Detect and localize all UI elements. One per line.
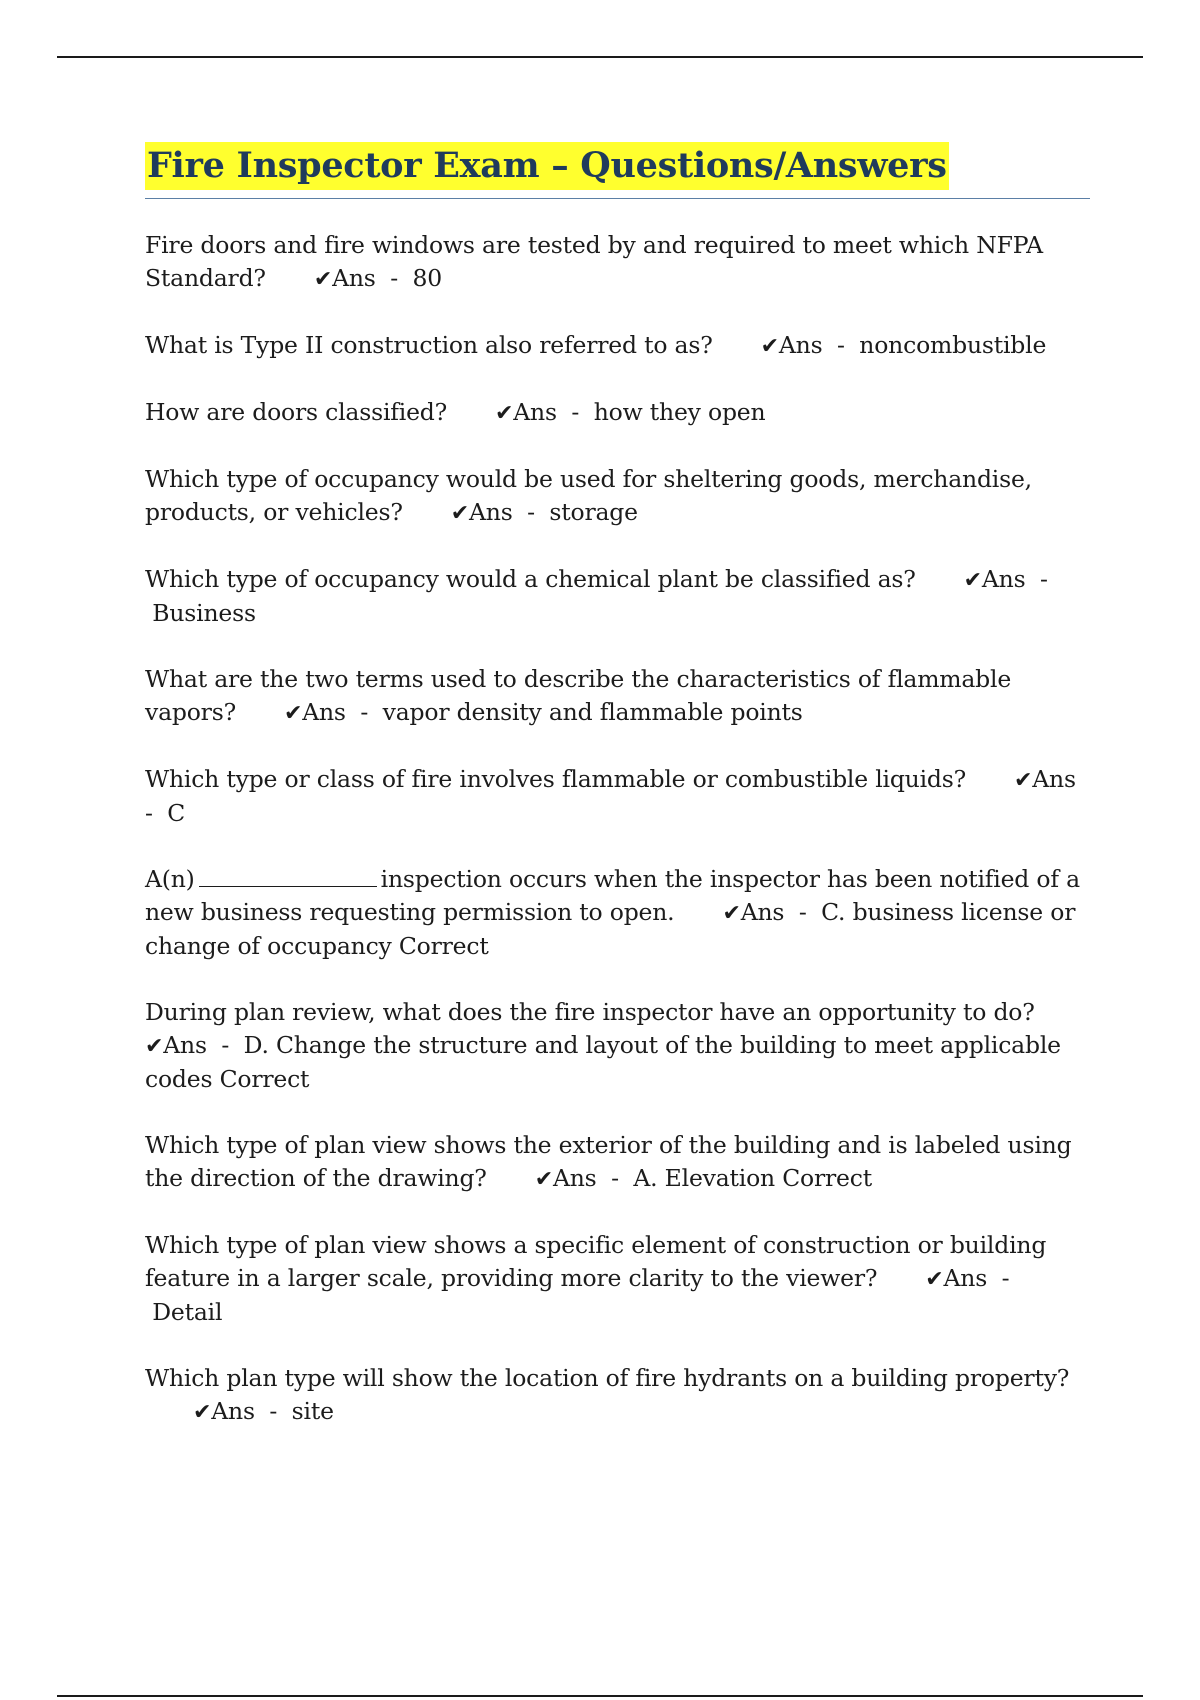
question-text: Which type or class of fire involves flammable or combustible liquids? [145, 765, 967, 793]
answer-text: how they open [593, 398, 766, 426]
answer-prefix: Ans [981, 565, 1026, 593]
check-mark-icon: ✔ [1014, 768, 1033, 793]
answer-text: C. business license or change of occupancy Correct [145, 898, 1076, 960]
title-block [145, 142, 1090, 199]
qa-item [145, 396, 1090, 430]
question-text-after-blank: inspection occurs when the inspector has been notified of a new business requesting permission to open. [145, 865, 1080, 926]
answer-text: site [291, 1397, 334, 1425]
answer-prefix: Ans [332, 264, 376, 292]
answer-text: A. Elevation Correct [633, 1164, 872, 1192]
qa-item [145, 1362, 1090, 1429]
check-mark-icon: ✔ [722, 901, 741, 926]
check-mark-icon: ✔ [145, 1034, 164, 1059]
answer-text: Business [152, 599, 256, 627]
answer-text: noncombustible [859, 331, 1047, 359]
qa-item [145, 763, 1090, 830]
answer-text: 80 [412, 264, 442, 292]
question-text: During plan review, what does the fire inspector have an opportunity to do? [145, 998, 1035, 1026]
check-mark-icon: ✔ [963, 568, 982, 593]
answer-prefix: Ans [552, 1164, 597, 1192]
answer-separator: - [390, 264, 398, 292]
question-text: Which type of plan view shows the exterior of the building and is labeled using the direction of the drawing? [145, 1131, 1072, 1192]
qa-item [145, 1129, 1090, 1196]
check-mark-icon: ✔ [283, 701, 303, 726]
qa-item [145, 329, 1090, 363]
question-text: How are doors classified? [145, 398, 448, 426]
answer-prefix: Ans [211, 1397, 255, 1425]
fill-in-blank [199, 866, 377, 887]
question-text: What is Type II construction also referred to as? [145, 331, 713, 359]
qa-item [145, 663, 1090, 730]
qa-item [145, 863, 1090, 963]
answer-separator: - [1001, 1264, 1010, 1292]
answer-prefix: Ans [163, 1031, 207, 1059]
check-mark-icon: ✔ [495, 401, 514, 426]
answer-separator: - [837, 331, 845, 359]
answer-separator: - [1040, 565, 1048, 593]
answer-prefix: Ans [302, 698, 346, 726]
qa-item [145, 229, 1090, 296]
answer-text: Detail [152, 1298, 223, 1326]
qa-item [145, 463, 1090, 530]
question-text: Fire doors and fire windows are tested by and required to meet which NFPA Standard? [145, 231, 1043, 292]
answer-text: D. Change the structure and layout of the building to meet applicable codes Correct [145, 1031, 1061, 1093]
answer-prefix: Ans [513, 398, 557, 426]
header-rule [57, 56, 1143, 58]
answer-separator: - [798, 898, 807, 926]
document-title: Fire Inspector Exam – Questions/Answers [145, 142, 949, 190]
answer-prefix: Ans [468, 498, 513, 526]
answer-text: vapor density and flammable points [382, 698, 803, 726]
qa-item [145, 563, 1090, 630]
question-text: Which type of occupancy would a chemical plant be classified as? [145, 565, 916, 593]
question-text-before-blank: A(n) [145, 865, 195, 893]
check-mark-icon: ✔ [313, 267, 333, 292]
document-body [145, 142, 1090, 1462]
answer-prefix: Ans [740, 898, 785, 926]
qa-item [145, 1229, 1090, 1329]
answer-prefix: Ans [943, 1264, 988, 1292]
question-text: Which type of plan view shows a specific element of construction or building feature in a larger scale, providing more clarity to the viewer? [145, 1231, 1047, 1292]
answer-separator: - [221, 1031, 230, 1059]
answer-text: C [167, 799, 186, 827]
answer-prefix: Ans [778, 331, 823, 359]
answer-separator: - [527, 498, 535, 526]
answer-separator: - [360, 698, 369, 726]
answer-separator: - [611, 1164, 619, 1192]
check-mark-icon: ✔ [193, 1400, 212, 1425]
answer-text: storage [549, 498, 638, 526]
question-text: Which type of occupancy would be used for sheltering goods, merchandise, products, or vehicles? [145, 465, 1032, 526]
question-text: What are the two terms used to describe the characteristics of flammable vapors? [145, 665, 1012, 726]
answer-separator: - [571, 398, 580, 426]
check-mark-icon: ✔ [925, 1267, 944, 1292]
check-mark-icon: ✔ [534, 1167, 553, 1192]
check-mark-icon: ✔ [760, 334, 779, 359]
question-text: Which plan type will show the location of fire hydrants on a building property? [145, 1364, 1070, 1392]
answer-separator: - [145, 799, 153, 827]
check-mark-icon: ✔ [450, 501, 469, 526]
answer-prefix: Ans [1032, 765, 1076, 793]
footer-rule [57, 1695, 1143, 1697]
answer-separator: - [269, 1397, 278, 1425]
qa-item [145, 996, 1090, 1096]
